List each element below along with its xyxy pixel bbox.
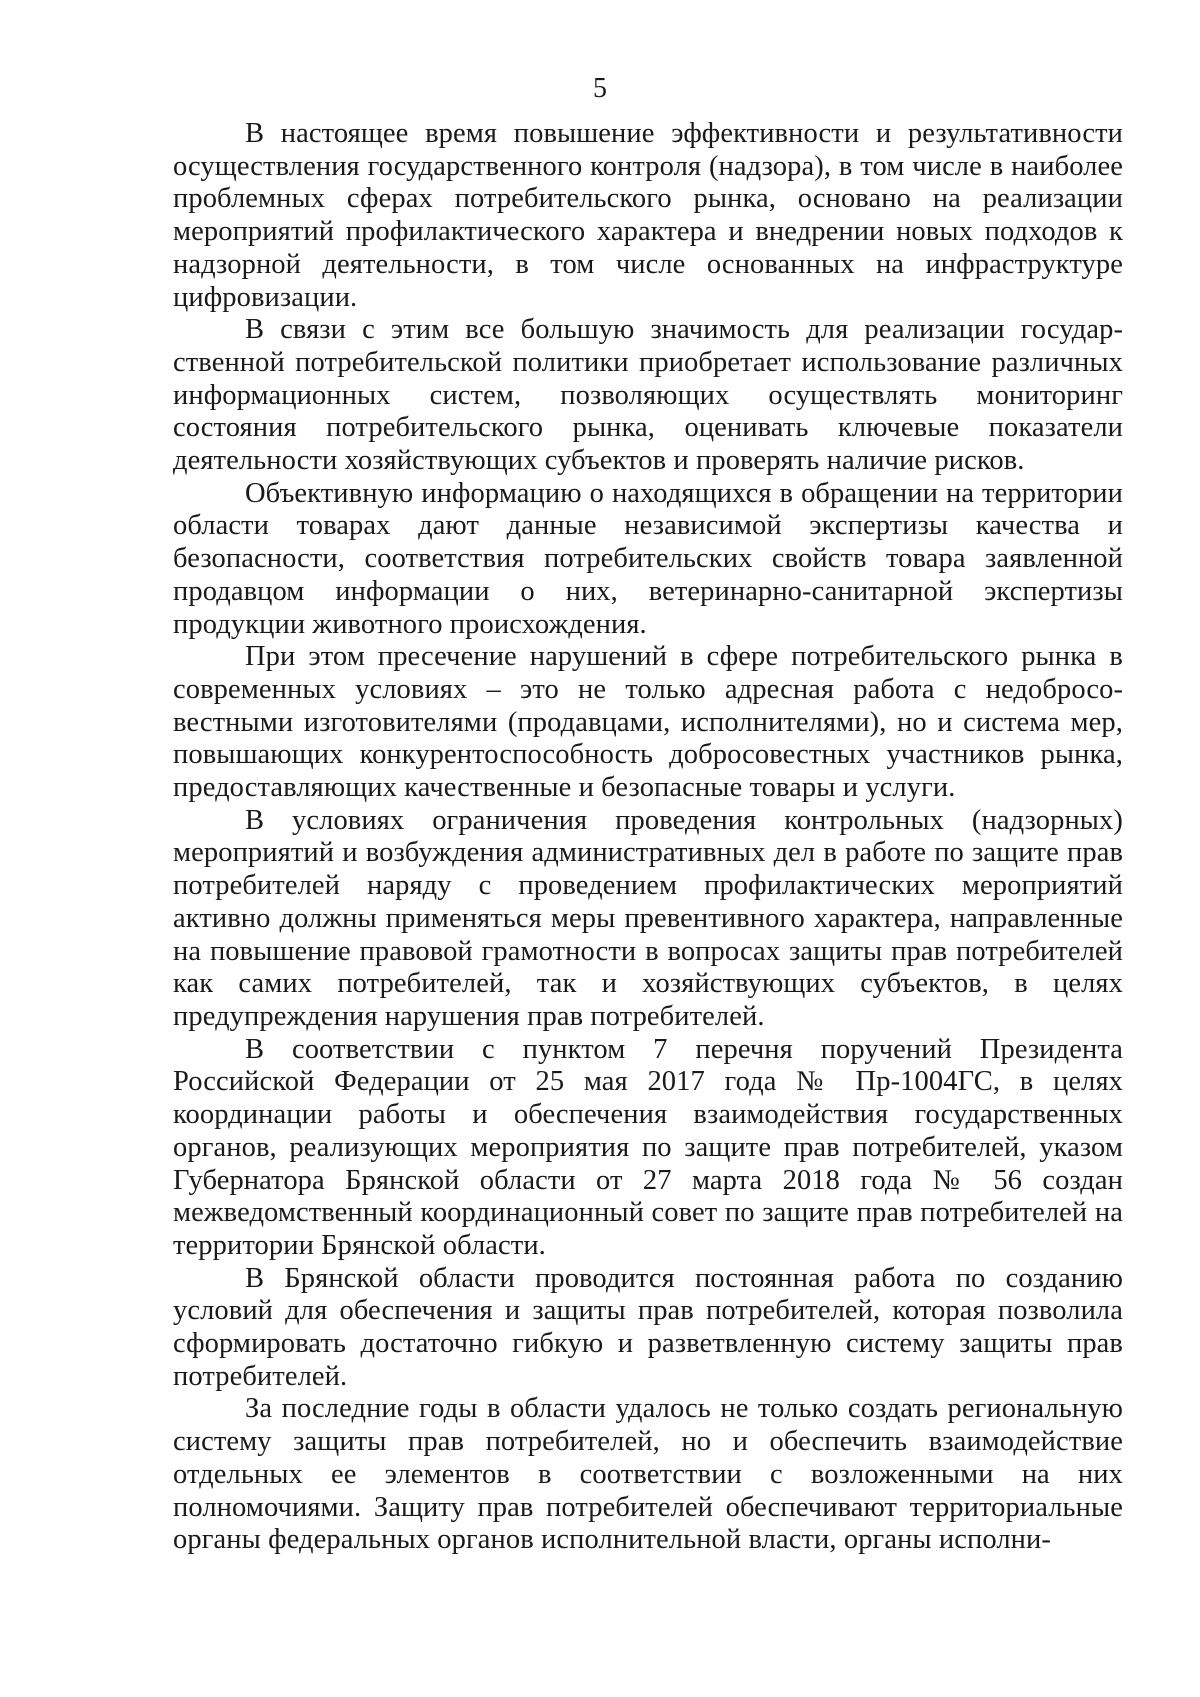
page-number: 5	[593, 73, 607, 104]
document-body	[173, 118, 1123, 1557]
paragraph: В связи с этим все большую значимость для реализации государственной потребительской политики приобретает использование различных информационных систем, позволяющих осуществлять мониторинг состояния потребительского рынка, оценивать ключевые показатели деятельности хозяйствующих субъектов и проверять наличие рисков.	[173, 314, 1123, 477]
paragraph: В настоящее время повышение эффективности и результативности осуществления государственного контроля (надзора), в том числе в наиболее проблемных сферах потребительского рынка, основано на реализации мероприятий профилактического характера и внедрении новых подходов к надзорной деятельности, в том числе основанных на инфраструктуре цифровизации.	[173, 118, 1123, 313]
paragraph: При этом пресечение нарушений в сфере потребительского рынка в современных условиях – это не только адресная работа с недобросовестными изготовителями (продавцами, исполнителями), но и система мер, повышающих конкурентоспособность добросовестных участников рынка, предоставляющих качественные и безопасные товары и услуги.	[173, 641, 1123, 804]
paragraph: За последние годы в области удалось не только создать региональную систему защиты прав потребителей, но и обеспечить взаимодействие отдельных ее элементов в соответствии с возложенными на них полномочиями. Защиту прав потребителей обеспечивают территориальные органы федеральных органов исполнительной власти, органы исполни-	[173, 1393, 1123, 1556]
paragraph: В соответствии с пунктом 7 перечня поручений Президента Российской Федерации от 25 мая 2017 года № Пр-1004ГС, в целях координации работы и обеспечения взаимодействия государственных органов, реализующих мероприятия по защите прав потребителей, указом Губернатора Брянской области от 27 марта 2018 года № 56 создан межведомственный координационный совет по защите прав потребителей на территории Брянской области.	[173, 1033, 1123, 1261]
paragraph: Объективную информацию о находящихся в обращении на территории области товарах дают данные независимой экспертизы качества и безопасности, соответствия потребительских свойств товара заявленной продавцом информации о них, ветеринарно-санитарной экспертизы продукции животного происхождения.	[173, 477, 1123, 640]
paragraph: В условиях ограничения проведения контрольных (надзорных) мероприятий и возбуждения административных дел в работе по защите прав потребителей наряду с проведением профилактических мероприятий активно должны применяться меры превентивного характера, направленные на повышение правовой грамотности в вопросах защиты прав потребителей как самих потребителей, так и хозяйствующих субъектов, в целях предупреждения нарушения прав потребителей.	[173, 804, 1123, 1032]
paragraph: В Брянской области проводится постоянная работа по созданию условий для обеспечения и защиты прав потребителей, которая позволила сформировать достаточно гибкую и разветвленную систему защиты прав потребителей.	[173, 1262, 1123, 1392]
